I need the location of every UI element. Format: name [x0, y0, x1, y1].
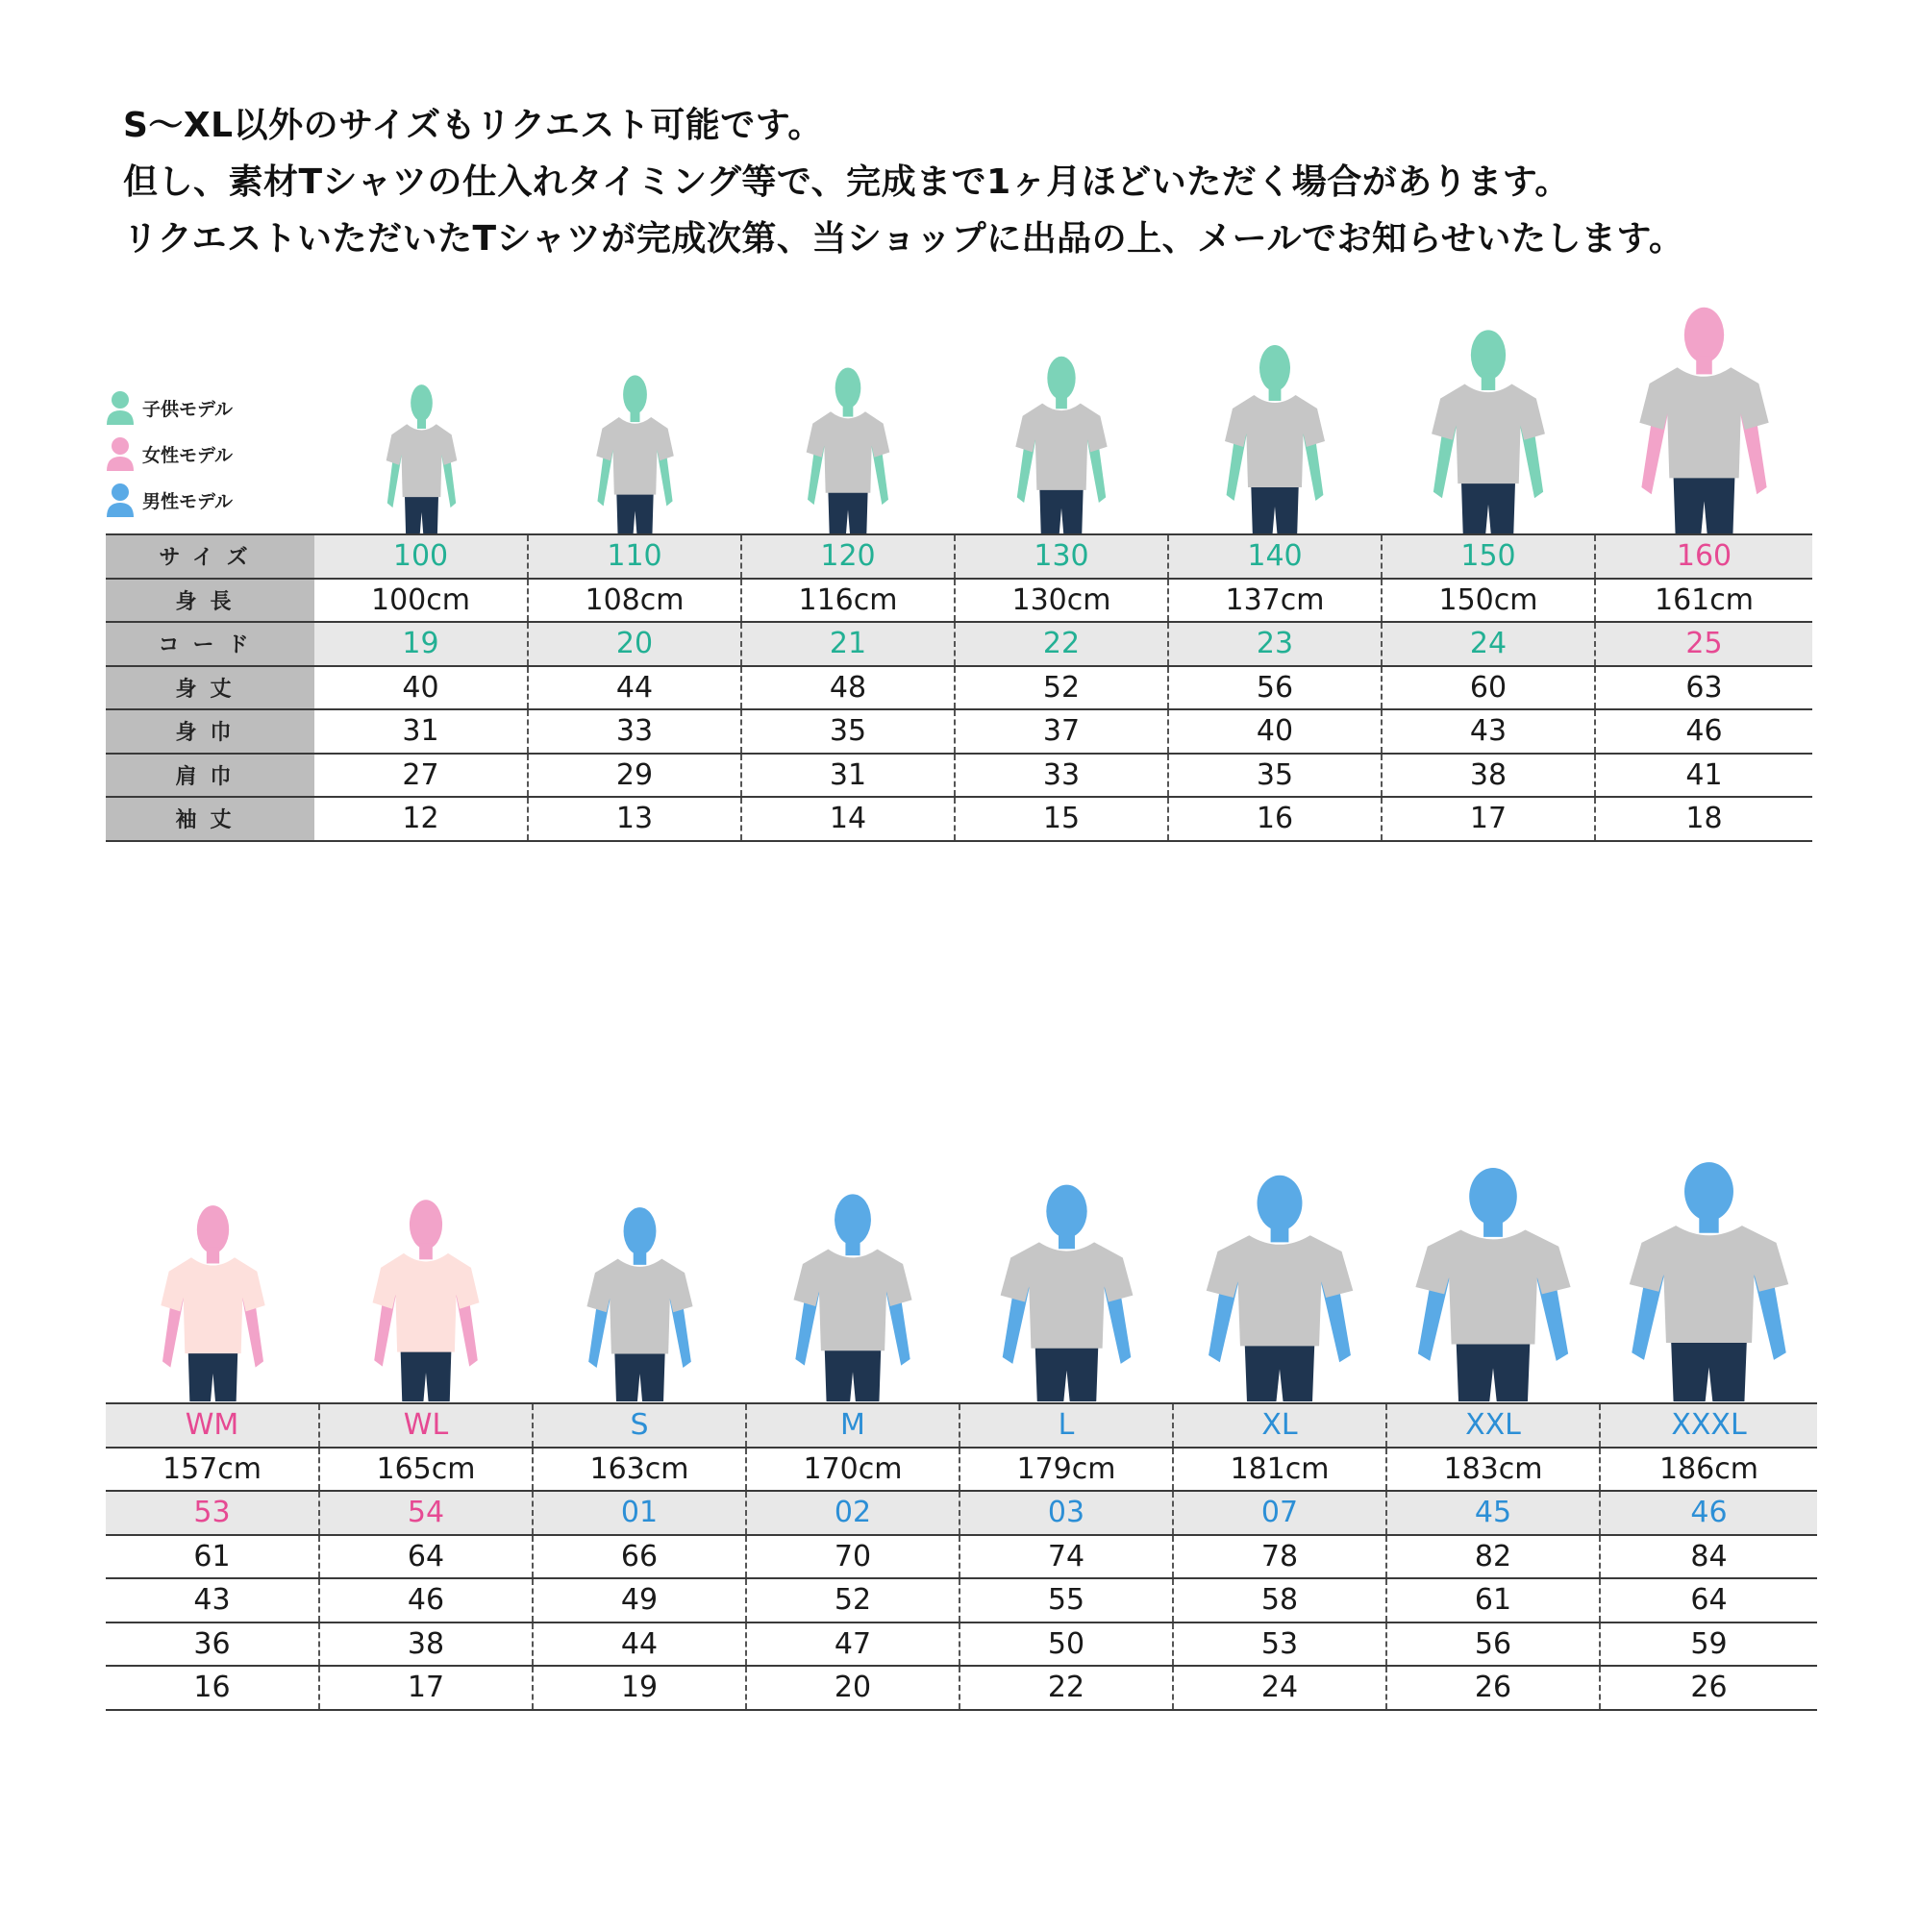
- model-figure: [785, 1190, 921, 1401]
- body-length-cell: 64: [319, 1535, 533, 1579]
- legend-women: [104, 431, 233, 477]
- model-figure: [800, 364, 896, 533]
- body-width-cell: 61: [1386, 1578, 1600, 1622]
- body-length-cell: 84: [1600, 1535, 1817, 1579]
- body-width-cell: 31: [314, 709, 528, 754]
- sleeve-length-cell: 16: [1168, 797, 1382, 841]
- body-length-cell: 61: [106, 1535, 319, 1579]
- shoulder-width-cell: 31: [741, 754, 955, 798]
- height-cell: 186cm: [1600, 1448, 1817, 1492]
- size-cell: WM: [106, 1403, 319, 1448]
- figure-WM: [106, 1081, 319, 1401]
- body-width-cell: 49: [533, 1578, 746, 1622]
- figure-XXXL: [1600, 1081, 1817, 1401]
- person-icon: [104, 435, 137, 472]
- row-body-width: [106, 1578, 1817, 1622]
- height-cell: 165cm: [319, 1448, 533, 1492]
- height-cell: 170cm: [746, 1448, 960, 1492]
- body-length-cell: 60: [1382, 666, 1595, 710]
- person-icon: [104, 482, 137, 518]
- model-legend: [104, 384, 233, 523]
- model-figure: [1617, 1157, 1801, 1401]
- row-label-height: 身長: [106, 579, 314, 623]
- row-label-sleeve-length: 袖丈: [106, 797, 314, 841]
- row-body-length: [106, 666, 1812, 710]
- body-length-cell: 70: [746, 1535, 960, 1579]
- figure-110: [528, 288, 741, 533]
- code-cell: 03: [960, 1491, 1173, 1535]
- size-cell: 130: [955, 534, 1168, 579]
- sleeve-length-cell: 15: [955, 797, 1168, 841]
- figure-100: [314, 288, 528, 533]
- sleeve-length-cell: 22: [960, 1666, 1173, 1710]
- sleeve-length-cell: 17: [1382, 797, 1595, 841]
- height-cell: 181cm: [1173, 1448, 1386, 1492]
- shoulder-width-cell: 35: [1168, 754, 1382, 798]
- body-width-cell: 58: [1173, 1578, 1386, 1622]
- row-shoulder-width: [106, 1622, 1817, 1667]
- code-cell: 24: [1382, 622, 1595, 666]
- row-label-code: コード: [106, 622, 314, 666]
- size-cell: XL: [1173, 1403, 1386, 1448]
- height-cell: 161cm: [1595, 579, 1812, 623]
- height-cell: 157cm: [106, 1448, 319, 1492]
- height-cell: 179cm: [960, 1448, 1173, 1492]
- figure-160: [1595, 288, 1812, 533]
- sleeve-length-cell: 18: [1595, 797, 1812, 841]
- code-cell: 22: [955, 622, 1168, 666]
- code-cell: 53: [106, 1491, 319, 1535]
- shoulder-width-cell: 41: [1595, 754, 1812, 798]
- code-cell: 25: [1595, 622, 1812, 666]
- model-figure: [1009, 353, 1114, 533]
- sleeve-length-cell: 19: [533, 1666, 746, 1710]
- figure-XXL: [1386, 1081, 1600, 1401]
- height-cell: 100cm: [314, 579, 528, 623]
- legend-label-kids: 子供モデル: [142, 398, 234, 420]
- code-cell: 46: [1600, 1491, 1817, 1535]
- code-cell: 01: [533, 1491, 746, 1535]
- size-cell: 150: [1382, 534, 1595, 579]
- size-cell: 120: [741, 534, 955, 579]
- model-figure: [1404, 1163, 1583, 1401]
- model-figure: [1423, 326, 1554, 533]
- body-width-cell: 40: [1168, 709, 1382, 754]
- model-figure: [1630, 303, 1779, 533]
- row-label-size: サイズ: [106, 534, 314, 579]
- adult-size-table: [106, 1402, 1817, 1711]
- figure-S: [533, 1081, 746, 1401]
- body-length-cell: 82: [1386, 1535, 1600, 1579]
- row-label-shoulder-width: 肩巾: [106, 754, 314, 798]
- size-cell: 160: [1595, 534, 1812, 579]
- model-figure: [1195, 1171, 1364, 1401]
- code-cell: 02: [746, 1491, 960, 1535]
- size-cell: S: [533, 1403, 746, 1448]
- row-body-length: [106, 1535, 1817, 1579]
- height-cell: 130cm: [955, 579, 1168, 623]
- code-cell: 45: [1386, 1491, 1600, 1535]
- model-figure: [364, 1196, 487, 1401]
- body-length-cell: 63: [1595, 666, 1812, 710]
- body-width-cell: 37: [955, 709, 1168, 754]
- notice-line-1: S〜XL以外のサイズもリクエスト可能です。: [123, 106, 823, 145]
- row-label-body-length: 身丈: [106, 666, 314, 710]
- height-cell: 116cm: [741, 579, 955, 623]
- body-width-cell: 64: [1600, 1578, 1817, 1622]
- notice-line-3: リクエストいただいたTシャツが完成次第、当ショップに出品の上、メールでお知らせいたします。: [123, 219, 1684, 259]
- height-cell: 108cm: [528, 579, 741, 623]
- legend-label-men: 男性モデル: [142, 490, 234, 512]
- code-cell: 21: [741, 622, 955, 666]
- code-cell: 23: [1168, 622, 1382, 666]
- size-cell: 100: [314, 534, 528, 579]
- shoulder-width-cell: 33: [955, 754, 1168, 798]
- row-sleeve-length: [106, 797, 1812, 841]
- body-width-cell: 55: [960, 1578, 1173, 1622]
- legend-label-women: 女性モデル: [142, 444, 234, 466]
- body-length-cell: 48: [741, 666, 955, 710]
- row-height: [106, 579, 1812, 623]
- row-height: [106, 1448, 1817, 1492]
- size-cell: 110: [528, 534, 741, 579]
- figure-L: [960, 1081, 1173, 1401]
- shoulder-width-cell: 53: [1173, 1622, 1386, 1667]
- sleeve-length-cell: 24: [1173, 1666, 1386, 1710]
- size-cell: XXL: [1386, 1403, 1600, 1448]
- figure-140: [1168, 288, 1382, 533]
- body-width-cell: 46: [1595, 709, 1812, 754]
- body-width-cell: 46: [319, 1578, 533, 1622]
- body-length-cell: 78: [1173, 1535, 1386, 1579]
- request-notice: [123, 104, 1834, 274]
- sleeve-length-cell: 14: [741, 797, 955, 841]
- body-length-cell: 52: [955, 666, 1168, 710]
- person-icon: [104, 389, 137, 426]
- sleeve-length-cell: 26: [1386, 1666, 1600, 1710]
- code-cell: 20: [528, 622, 741, 666]
- shoulder-width-cell: 56: [1386, 1622, 1600, 1667]
- body-width-cell: 35: [741, 709, 955, 754]
- code-cell: 19: [314, 622, 528, 666]
- row-code: [106, 1491, 1817, 1535]
- code-cell: 54: [319, 1491, 533, 1535]
- shoulder-width-cell: 38: [319, 1622, 533, 1667]
- size-cell: 140: [1168, 534, 1382, 579]
- code-cell: 07: [1173, 1491, 1386, 1535]
- model-figure: [381, 382, 462, 533]
- body-width-cell: 43: [106, 1578, 319, 1622]
- body-length-cell: 74: [960, 1535, 1173, 1579]
- body-length-cell: 56: [1168, 666, 1382, 710]
- body-width-cell: 52: [746, 1578, 960, 1622]
- row-code: [106, 622, 1812, 666]
- shoulder-width-cell: 50: [960, 1622, 1173, 1667]
- height-cell: 137cm: [1168, 579, 1382, 623]
- row-sleeve-length: [106, 1666, 1817, 1710]
- figure-WL: [319, 1081, 533, 1401]
- figure-130: [955, 288, 1168, 533]
- body-length-cell: 40: [314, 666, 528, 710]
- figure-150: [1382, 288, 1595, 533]
- model-figure: [590, 372, 680, 533]
- size-cell: WL: [319, 1403, 533, 1448]
- shoulder-width-cell: 47: [746, 1622, 960, 1667]
- row-body-width: [106, 709, 1812, 754]
- model-figure: [153, 1201, 273, 1401]
- shoulder-width-cell: 29: [528, 754, 741, 798]
- sleeve-length-cell: 12: [314, 797, 528, 841]
- size-cell: XXXL: [1600, 1403, 1817, 1448]
- body-width-cell: 33: [528, 709, 741, 754]
- size-cell: L: [960, 1403, 1173, 1448]
- height-cell: 150cm: [1382, 579, 1595, 623]
- model-figure: [1217, 341, 1333, 533]
- kids-model-figures: [314, 288, 1812, 533]
- model-figure: [990, 1180, 1143, 1401]
- height-cell: 163cm: [533, 1448, 746, 1492]
- row-size: [106, 534, 1812, 579]
- body-width-cell: 43: [1382, 709, 1595, 754]
- sleeve-length-cell: 17: [319, 1666, 533, 1710]
- row-size: [106, 1403, 1817, 1448]
- size-cell: M: [746, 1403, 960, 1448]
- body-length-cell: 44: [528, 666, 741, 710]
- figure-120: [741, 288, 955, 533]
- sleeve-length-cell: 16: [106, 1666, 319, 1710]
- shoulder-width-cell: 27: [314, 754, 528, 798]
- height-cell: 183cm: [1386, 1448, 1600, 1492]
- sleeve-length-cell: 26: [1600, 1666, 1817, 1710]
- figure-XL: [1173, 1081, 1386, 1401]
- shoulder-width-cell: 44: [533, 1622, 746, 1667]
- notice-line-2: 但し、素材Tシャツの仕入れタイミング等で、完成まで1ヶ月ほどいただく場合があります。: [123, 162, 1570, 202]
- row-label-body-width: 身巾: [106, 709, 314, 754]
- legend-men: [104, 477, 233, 523]
- shoulder-width-cell: 36: [106, 1622, 319, 1667]
- shoulder-width-cell: 59: [1600, 1622, 1817, 1667]
- sleeve-length-cell: 20: [746, 1666, 960, 1710]
- body-length-cell: 66: [533, 1535, 746, 1579]
- kids-size-table: [106, 533, 1812, 842]
- model-figure: [579, 1203, 701, 1401]
- adult-model-figures: [106, 1081, 1817, 1401]
- figure-M: [746, 1081, 960, 1401]
- legend-kids: [104, 384, 233, 431]
- sleeve-length-cell: 13: [528, 797, 741, 841]
- row-shoulder-width: [106, 754, 1812, 798]
- shoulder-width-cell: 38: [1382, 754, 1595, 798]
